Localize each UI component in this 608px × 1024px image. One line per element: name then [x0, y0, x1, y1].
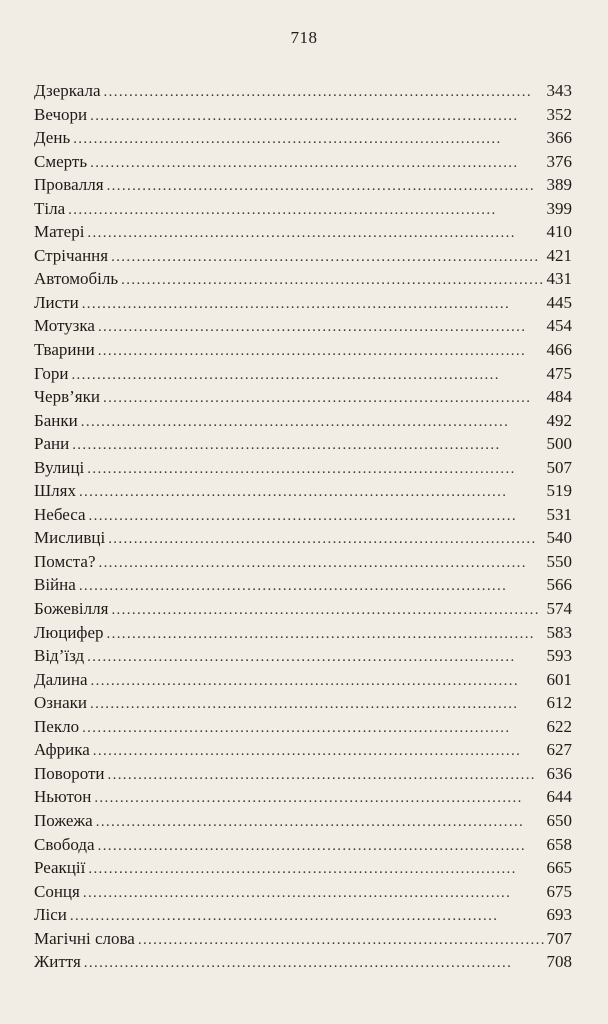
- toc-entry-page: 366: [546, 128, 572, 148]
- toc-entry-title: Тварини: [34, 340, 95, 360]
- toc-entry: [34, 220, 572, 244]
- toc-entry: [34, 385, 572, 409]
- toc-entry-page: 500: [546, 434, 572, 454]
- toc-entry-page: 566: [546, 575, 572, 595]
- toc-dot-leader: [98, 316, 544, 340]
- toc-dot-leader: [111, 246, 543, 270]
- toc-entry-page: 466: [546, 340, 572, 360]
- toc-entry: [34, 103, 572, 127]
- toc-entry-page: 431: [546, 269, 572, 289]
- toc-entry-page: 622: [546, 716, 572, 736]
- toc-dot-leader: [107, 175, 544, 199]
- toc-entry-page: 658: [546, 834, 572, 854]
- toc-dot-leader: [93, 740, 544, 764]
- toc-entry-page: 583: [546, 622, 572, 642]
- toc-entry-title: Матері: [34, 222, 85, 242]
- toc-entry-title: Банки: [34, 410, 78, 430]
- toc-entry-page: 644: [546, 787, 572, 807]
- toc-entry: [34, 526, 572, 550]
- toc-entry: [34, 79, 572, 103]
- toc-entry-title: Магічні слова: [34, 928, 135, 948]
- toc-entry: [34, 338, 572, 362]
- toc-entry-page: 627: [546, 740, 572, 760]
- toc-dot-leader: [88, 858, 543, 882]
- toc-entry-page: 399: [546, 198, 572, 218]
- toc-dot-leader: [82, 717, 543, 741]
- toc-entry: [34, 126, 572, 150]
- toc-entry-title: Вечори: [34, 104, 88, 124]
- toc-entry: [34, 715, 572, 739]
- toc-entry: [34, 314, 572, 338]
- page-number: 718: [290, 28, 318, 47]
- toc-dot-leader: [90, 152, 543, 176]
- toc-dot-leader: [121, 269, 543, 293]
- toc-entry-page: 410: [546, 222, 572, 242]
- toc-entry-title: Ліси: [34, 905, 67, 925]
- toc-entry: [34, 197, 572, 221]
- toc-entry: [34, 809, 572, 833]
- toc-entry-page: 519: [546, 481, 572, 501]
- toc-dot-leader: [90, 693, 544, 717]
- toc-entry-page: 421: [546, 245, 572, 265]
- toc-entry-title: Дзеркала: [34, 81, 101, 100]
- toc-entry: [34, 432, 572, 456]
- toc-dot-leader: [91, 670, 544, 694]
- toc-entry-page: 389: [546, 175, 572, 195]
- toc-dot-leader: [107, 623, 544, 647]
- toc-entry-title: Стрічання: [34, 245, 109, 265]
- toc-entry-title: Рани: [34, 434, 70, 454]
- toc-entry-page: 492: [546, 410, 572, 430]
- toc-entry-page: 708: [546, 952, 572, 972]
- toc-entry-title: Ньютон: [34, 787, 92, 807]
- toc-entry: [34, 573, 572, 597]
- toc-entry: [34, 833, 572, 857]
- toc-entry-page: 612: [546, 693, 572, 713]
- toc-dot-leader: [104, 81, 544, 105]
- toc-entry-page: 665: [546, 858, 572, 878]
- toc-entry: [34, 856, 572, 880]
- toc-entry-page: 343: [546, 81, 572, 100]
- toc-entry-page: 650: [546, 810, 572, 830]
- toc-entry: [34, 762, 572, 786]
- toc-entry-page: 707: [546, 928, 572, 948]
- toc-entry: [34, 456, 572, 480]
- toc-dot-leader: [103, 387, 544, 411]
- toc-entry-page: 531: [546, 504, 572, 524]
- toc-entry: [34, 880, 572, 904]
- toc-entry-page: 454: [546, 316, 572, 336]
- toc-dot-leader: [87, 458, 543, 482]
- toc-entry-title: Пекло: [34, 716, 80, 736]
- toc-entry-page: 675: [546, 881, 572, 901]
- toc-dot-leader: [98, 835, 544, 859]
- toc-dot-leader: [90, 105, 543, 129]
- toc-entry: [34, 738, 572, 762]
- toc-dot-leader: [87, 646, 543, 670]
- toc-dot-leader: [82, 293, 544, 317]
- toc-entry-page: 636: [546, 763, 572, 783]
- toc-entry-title: Життя: [34, 952, 81, 972]
- toc-entry-title: Мисливці: [34, 528, 106, 548]
- toc-dot-leader: [79, 481, 544, 505]
- toc-entry: [34, 173, 572, 197]
- toc-entry-page: 484: [546, 387, 572, 407]
- toc-entry-title: Реакції: [34, 858, 86, 878]
- toc-entry-page: 574: [546, 599, 572, 619]
- toc-entry: [34, 621, 572, 645]
- toc-dot-leader: [71, 364, 543, 388]
- toc-entry-page: 593: [546, 646, 572, 666]
- toc-dot-leader: [108, 528, 543, 552]
- toc-dot-leader: [111, 599, 543, 623]
- toc-entry-title: Мотузка: [34, 316, 95, 336]
- toc-entry: [34, 479, 572, 503]
- table-of-contents: [34, 79, 572, 974]
- toc-entry-title: Шлях: [34, 481, 76, 501]
- toc-entry: [34, 267, 572, 291]
- toc-entry-page: 475: [546, 363, 572, 383]
- toc-entry-page: 445: [546, 292, 572, 312]
- toc-entry-title: Африка: [34, 740, 90, 760]
- toc-entry: [34, 644, 572, 668]
- toc-entry: [34, 409, 572, 433]
- toc-entry-page: 507: [546, 457, 572, 477]
- toc-entry-title: Війна: [34, 575, 76, 595]
- toc-dot-leader: [68, 199, 543, 223]
- toc-entry: [34, 150, 572, 174]
- toc-entry-page: 540: [546, 528, 572, 548]
- toc-entry-title: Сонця: [34, 881, 80, 901]
- toc-entry: [34, 597, 572, 621]
- toc-entry-page: 376: [546, 151, 572, 171]
- toc-entry-title: Помста?: [34, 551, 96, 571]
- toc-entry: [34, 244, 572, 268]
- toc-entry-title: Свобода: [34, 834, 95, 854]
- toc-entry: [34, 362, 572, 386]
- toc-dot-leader: [98, 340, 544, 364]
- toc-entry: [34, 503, 572, 527]
- toc-entry-title: Далина: [34, 669, 88, 689]
- toc-entry-title: Тіла: [34, 198, 66, 218]
- toc-entry-title: Смерть: [34, 151, 88, 171]
- toc-dot-leader: [87, 222, 543, 246]
- toc-dot-leader: [84, 952, 544, 976]
- toc-dot-leader: [96, 811, 544, 835]
- toc-entry-title: Люцифер: [34, 622, 104, 642]
- toc-entry-page: 601: [546, 669, 572, 689]
- toc-entry-title: Черв’яки: [34, 387, 100, 407]
- toc-entry-title: Ознаки: [34, 693, 87, 713]
- toc-dot-leader: [108, 764, 544, 788]
- toc-entry: [34, 785, 572, 809]
- toc-entry-title: Божевілля: [34, 599, 109, 619]
- toc-entry-title: Листи: [34, 292, 79, 312]
- toc-entry: [34, 691, 572, 715]
- toc-entry-title: Гори: [34, 363, 69, 383]
- toc-dot-leader: [94, 787, 543, 811]
- toc-entry-page: 550: [546, 551, 572, 571]
- toc-dot-leader: [98, 552, 543, 576]
- toc-entry-page: 693: [546, 905, 572, 925]
- toc-entry-page: 352: [546, 104, 572, 124]
- toc-dot-leader: [79, 575, 544, 599]
- toc-entry: [34, 291, 572, 315]
- toc-entry-title: Небеса: [34, 504, 86, 524]
- toc-entry: [34, 950, 572, 974]
- toc-entry-title: Повороти: [34, 763, 105, 783]
- toc-dot-leader: [89, 505, 544, 529]
- toc-entry: [34, 903, 572, 927]
- toc-entry-title: Провалля: [34, 175, 104, 195]
- toc-entry-title: День: [34, 128, 71, 148]
- toc-entry: [34, 668, 572, 692]
- toc-dot-leader: [83, 882, 544, 906]
- toc-dot-leader: [70, 905, 544, 929]
- toc-entry: [34, 550, 572, 574]
- toc-entry-title: Вулиці: [34, 457, 85, 477]
- toc-dot-leader: [81, 411, 544, 435]
- toc-entry-title: Автомобіль: [34, 269, 119, 289]
- toc-entry-title: Від’їзд: [34, 646, 85, 666]
- toc-dot-leader: [72, 434, 543, 458]
- toc-dot-leader: [138, 929, 544, 953]
- toc-dot-leader: [73, 128, 543, 152]
- toc-entry-title: Пожежа: [34, 810, 93, 830]
- toc-entry: [34, 927, 572, 951]
